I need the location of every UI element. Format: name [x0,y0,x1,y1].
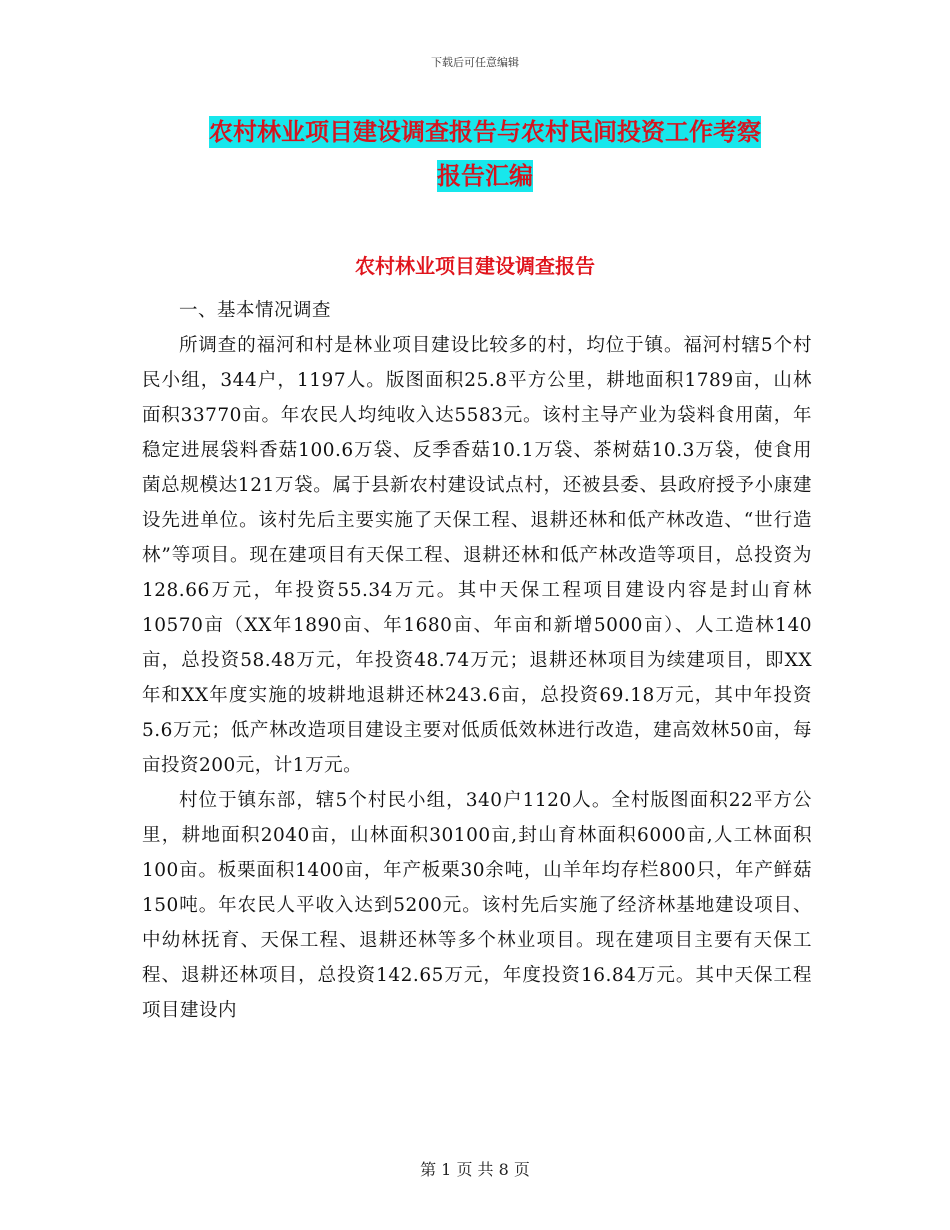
paragraph-east-village: 村位于镇东部，辖5个村民小组，340户1120人。全村版图面积22平方公里，耕地面积2040亩，山林面积30100亩,封山育林面积6000亩,人工林面积100亩。板栗面积1400亩，年产板栗30余吨，山羊年均存栏800只，年产鲜菇150吨。年农民人平收入达到5200元。该村先后实施了经济林基地建设项目、中幼林抚育、天保工程、退耕还林等多个林业项目。现在建项目主要有天保工程、退耕还林项目，总投资142.65万元，年度投资16.84万元。其中天保工程项目建设内 [142,790,812,1021]
body-text [142,293,812,1028]
section-title: 农村林业项目建设调查报告 [355,254,595,278]
header-note: 下载后可任意编辑 [431,56,519,69]
document-title-line-1: 农村林业项目建设调查报告与农村民间投资工作考察 [209,118,761,146]
page-footer: 第 1 页 共 8 页 [420,1160,530,1179]
section-heading: 一、基本情况调查 [179,300,332,321]
document-title-line-2: 报告汇编 [437,162,533,190]
document-title [140,110,830,198]
paragraph-fuhe-village: 所调查的福河和村是林业项目建设比较多的村，均位于镇。福河村辖5个村民小组，344户，1197人。版图面积25.8平方公里，耕地面积1789亩，山林面积33770亩。年农民人均纯收入达5583元。该村主导产业为袋料食用菌，年稳定进展袋料香菇100.6万袋、反季香菇10.1万袋、茶树菇10.3万袋，使食用菌总规模达121万袋。属于县新农村建设试点村，还被县委、县政府授予小康建设先进单位。该村先后主要实施了天保工程、退耕还林和低产林改造、“世行造林”等项目。现在建项目有天保工程、退耕还林和低产林改造等项目，总投资为128.66万元，年投资55.34万元。其中天保工程项目建设内容是封山育林10570亩（XX年1890亩、年1680亩、年亩和新增5000亩）、人工造林140亩，总投资58.48万元，年投资48.74万元；退耕还林项目为续建项目，即XX年和XX年度实施的坡耕地退耕还林243.6亩，总投资69.18万元，其中年投资5.6万元；低产林改造项目建设主要对低质低效林进行改造，建高效林50亩，每亩投资200元，计1万元。 [142,335,812,776]
